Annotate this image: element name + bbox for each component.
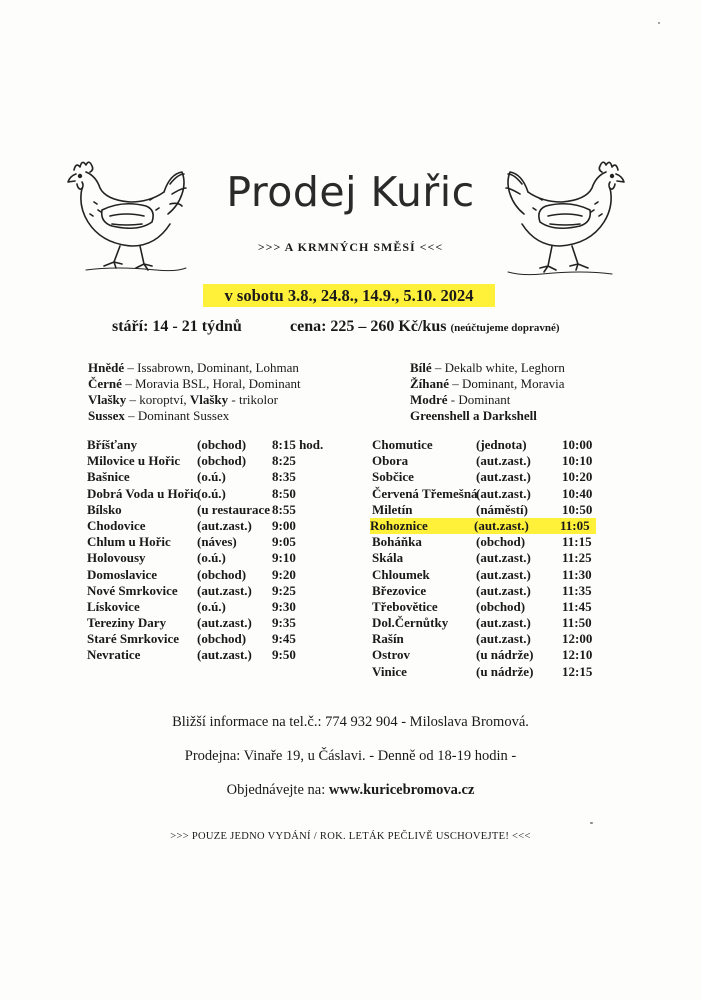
scan-speck xyxy=(658,22,660,24)
stop-time: 9:45 xyxy=(272,631,296,647)
schedule-row xyxy=(372,486,612,502)
schedule-row xyxy=(87,647,347,663)
stop-location: (aut.zast.) xyxy=(197,615,252,631)
stop-time: 10:20 xyxy=(562,469,593,485)
stop-location: (aut.zast.) xyxy=(476,582,531,598)
stop-time: 12:00 xyxy=(562,631,593,647)
breed-line xyxy=(410,392,565,408)
place-name: Lískovice xyxy=(87,598,140,614)
breeds-list-left xyxy=(88,360,301,424)
stop-location: (náves) xyxy=(197,534,237,550)
stop-location: (aut.zast.) xyxy=(197,582,252,598)
schedule-row xyxy=(372,550,612,566)
footer-note: >>> POUZE JEDNO VYDÁNÍ / ROK. LETÁK PEČLIVĚ USCHOVEJTE! <<< xyxy=(170,831,531,842)
stop-time: 11:05 xyxy=(560,517,590,533)
stop-time: 11:30 xyxy=(562,566,592,582)
place-name: Miletín xyxy=(372,501,413,517)
place-name: Březovice xyxy=(372,582,427,598)
schedule-row xyxy=(87,615,347,631)
schedule-row xyxy=(372,453,612,469)
schedule-right xyxy=(372,437,612,680)
breed-line xyxy=(410,360,565,376)
stop-time: 8:35 xyxy=(272,469,296,485)
place-name: Nové Smrkovice xyxy=(87,582,178,598)
breed-line xyxy=(88,360,301,376)
subtitle: >>> A KRMNÝCH SMĚSÍ <<< xyxy=(257,240,444,254)
place-name: Ostrov xyxy=(372,647,411,663)
breed-line xyxy=(410,408,565,424)
place-name: Třebovětice xyxy=(372,598,438,614)
place-name: Skála xyxy=(372,550,404,566)
place-name: Rohoznice xyxy=(370,517,428,533)
stop-location: (aut.zast.) xyxy=(476,615,531,631)
schedule-row xyxy=(372,647,612,663)
stop-location: (jednota) xyxy=(476,437,527,452)
place-name: Obora xyxy=(372,453,409,469)
schedule-row xyxy=(372,534,612,550)
place-name: Staré Smrkovice xyxy=(87,631,180,647)
schedule-row xyxy=(87,453,347,469)
stop-time: 9:50 xyxy=(272,647,296,663)
stop-time: 9:25 xyxy=(272,582,296,598)
stop-time: 11:15 xyxy=(562,534,592,550)
stop-location: (o.ú.) xyxy=(197,598,226,614)
stop-time: 8:50 xyxy=(272,485,296,501)
schedule-row xyxy=(87,599,347,615)
breed-line xyxy=(88,408,301,424)
place-name: Chodovice xyxy=(87,517,146,533)
stop-location: (aut.zast.) xyxy=(197,517,252,533)
place-name: Vinice xyxy=(372,663,407,679)
stop-location: (aut.zast.) xyxy=(476,453,531,469)
order-url-link[interactable]: www.kuricebromova.cz xyxy=(328,782,475,798)
stop-time: 10:50 xyxy=(562,501,593,517)
stop-time: 8:55 xyxy=(272,501,296,517)
place-name: Bílsko xyxy=(87,501,122,517)
breed-name: Hnědé xyxy=(88,360,125,375)
age-range: stáří: 14 - 21 týdnů xyxy=(112,318,242,335)
place-name: Chlum u Hořic xyxy=(87,534,171,550)
breed-name: Žíhané xyxy=(410,376,450,391)
place-name: Milovice u Hořic xyxy=(87,453,181,469)
schedule-row xyxy=(372,437,612,453)
stop-time: 9:10 xyxy=(272,550,296,566)
order-info xyxy=(0,782,701,799)
stop-time: 11:35 xyxy=(562,582,592,598)
stop-location: (o.ú.) xyxy=(197,485,226,501)
shop-info: Prodejna: Vinaře 19, u Čáslavi. - Denně od 18-19 hodin - xyxy=(184,748,517,764)
price-note: (neúčtujeme dopravné) xyxy=(450,322,560,334)
schedule-row xyxy=(372,502,612,518)
place-name: Sobčice xyxy=(372,469,414,485)
stop-location: (aut.zast.) xyxy=(197,647,252,663)
schedule-row xyxy=(372,615,612,631)
breed-name: Greenshell a Darkshell xyxy=(410,408,537,423)
contact-info: Bližší informace na tel.č.: 774 932 904 - Miloslava Bromová. xyxy=(172,714,529,730)
schedule-row xyxy=(87,518,347,534)
breed-line xyxy=(88,376,301,392)
schedule-row xyxy=(87,631,347,647)
place-name: Dobrá Voda u Hořic xyxy=(87,485,200,501)
stop-location: (obchod) xyxy=(476,598,526,614)
schedule-row xyxy=(372,599,612,615)
stop-time: 12:10 xyxy=(562,647,593,663)
stop-location: (obchod) xyxy=(197,631,247,647)
place-name: Bříšťany xyxy=(87,437,138,452)
stop-location: (aut.zast.) xyxy=(476,469,531,485)
breed-name: Vlašky xyxy=(88,392,127,407)
stop-location: (obchod) xyxy=(197,437,247,452)
breed-desc: – Dominant, Moravia xyxy=(449,376,565,391)
breed-name: Vlašky xyxy=(189,392,229,407)
place-name: Nevratice xyxy=(87,647,141,663)
place-name: Chloumek xyxy=(372,566,430,582)
schedule-left xyxy=(87,437,347,664)
price-range xyxy=(290,318,560,336)
breed-desc: – Moravia BSL, Horal, Dominant xyxy=(121,376,301,391)
breed-name: Černé xyxy=(88,376,122,391)
schedule-row xyxy=(87,437,347,453)
stop-time: 9:20 xyxy=(272,566,296,582)
schedule-row xyxy=(370,518,596,534)
place-name: Bašnice xyxy=(87,469,130,485)
schedule-row xyxy=(87,583,347,599)
schedule-row xyxy=(87,502,347,518)
breed-name: Modré xyxy=(410,392,448,407)
stop-location: (u restaurace xyxy=(197,501,271,517)
stop-location: (aut.zast.) xyxy=(476,631,531,647)
place-name: Chomutice xyxy=(372,437,433,452)
breed-line xyxy=(88,392,301,408)
place-name: Červená Třemešná xyxy=(372,485,478,501)
stop-time: 9:35 xyxy=(272,615,296,631)
schedule-row xyxy=(87,486,347,502)
breed-desc: – koroptví, xyxy=(126,392,190,407)
place-name: Domoslavice xyxy=(87,566,158,582)
breed-desc: – Dekalb white, Leghorn xyxy=(431,360,565,375)
schedule-row xyxy=(87,567,347,583)
stop-time: 8:25 xyxy=(272,453,296,469)
breed-desc: – Dominant Sussex xyxy=(124,408,230,423)
stop-location: (u nádrže) xyxy=(476,647,534,663)
sale-dates: v sobotu 3.8., 24.8., 14.9., 5.10. 2024 xyxy=(203,284,495,307)
place-name: Boháňka xyxy=(372,534,422,550)
place-name: Dol.Černůtky xyxy=(372,615,449,631)
scan-speck xyxy=(590,822,593,824)
stop-time: 9:30 xyxy=(272,598,296,614)
stop-location: (náměstí) xyxy=(476,501,528,517)
stop-location: (aut.zast.) xyxy=(476,485,531,501)
schedule-row xyxy=(372,583,612,599)
breed-desc: - trikolor xyxy=(228,392,278,407)
place-name: Tereziny Dary xyxy=(87,615,167,631)
schedule-row xyxy=(372,664,612,680)
place-name: Holovousy xyxy=(87,550,146,566)
stop-location: (obchod) xyxy=(476,534,526,550)
place-name: Rašín xyxy=(372,631,404,647)
breed-line xyxy=(410,376,565,392)
schedule-row xyxy=(372,469,612,485)
stop-time: 11:25 xyxy=(562,550,592,566)
stop-time: 12:15 xyxy=(562,663,593,679)
stop-time: 8:15 hod. xyxy=(272,437,324,452)
stop-location: (o.ú.) xyxy=(197,469,226,485)
stop-location: (aut.zast.) xyxy=(476,566,531,582)
stop-time: 10:40 xyxy=(562,485,593,501)
schedule-row xyxy=(87,534,347,550)
breed-name: Bílé xyxy=(410,360,432,375)
stop-time: 9:05 xyxy=(272,534,296,550)
stop-time: 10:00 xyxy=(562,437,593,452)
schedule-row xyxy=(87,469,347,485)
stop-time: 11:50 xyxy=(562,615,592,631)
page-title: Prodej Kuřic xyxy=(226,168,475,216)
order-label: Objednávejte na: xyxy=(226,782,329,798)
stop-time: 10:10 xyxy=(562,453,593,469)
stop-location: (aut.zast.) xyxy=(474,517,529,533)
stop-time: 9:00 xyxy=(272,517,296,533)
stop-location: (o.ú.) xyxy=(197,550,226,566)
stop-location: (aut.zast.) xyxy=(476,550,531,566)
breed-desc: - Dominant xyxy=(447,392,511,407)
schedule-row xyxy=(87,550,347,566)
schedule-row xyxy=(372,631,612,647)
schedule-row xyxy=(372,567,612,583)
stop-location: (u nádrže) xyxy=(476,663,534,679)
breeds-list-right xyxy=(410,360,565,424)
stop-time: 11:45 xyxy=(562,598,592,614)
stop-location: (obchod) xyxy=(197,453,247,469)
breed-name: Sussex xyxy=(88,408,125,423)
breed-desc: – Issabrown, Dominant, Lohman xyxy=(124,360,299,375)
price-text: cena: 225 – 260 Kč/kus xyxy=(290,318,447,335)
stop-location: (obchod) xyxy=(197,566,247,582)
